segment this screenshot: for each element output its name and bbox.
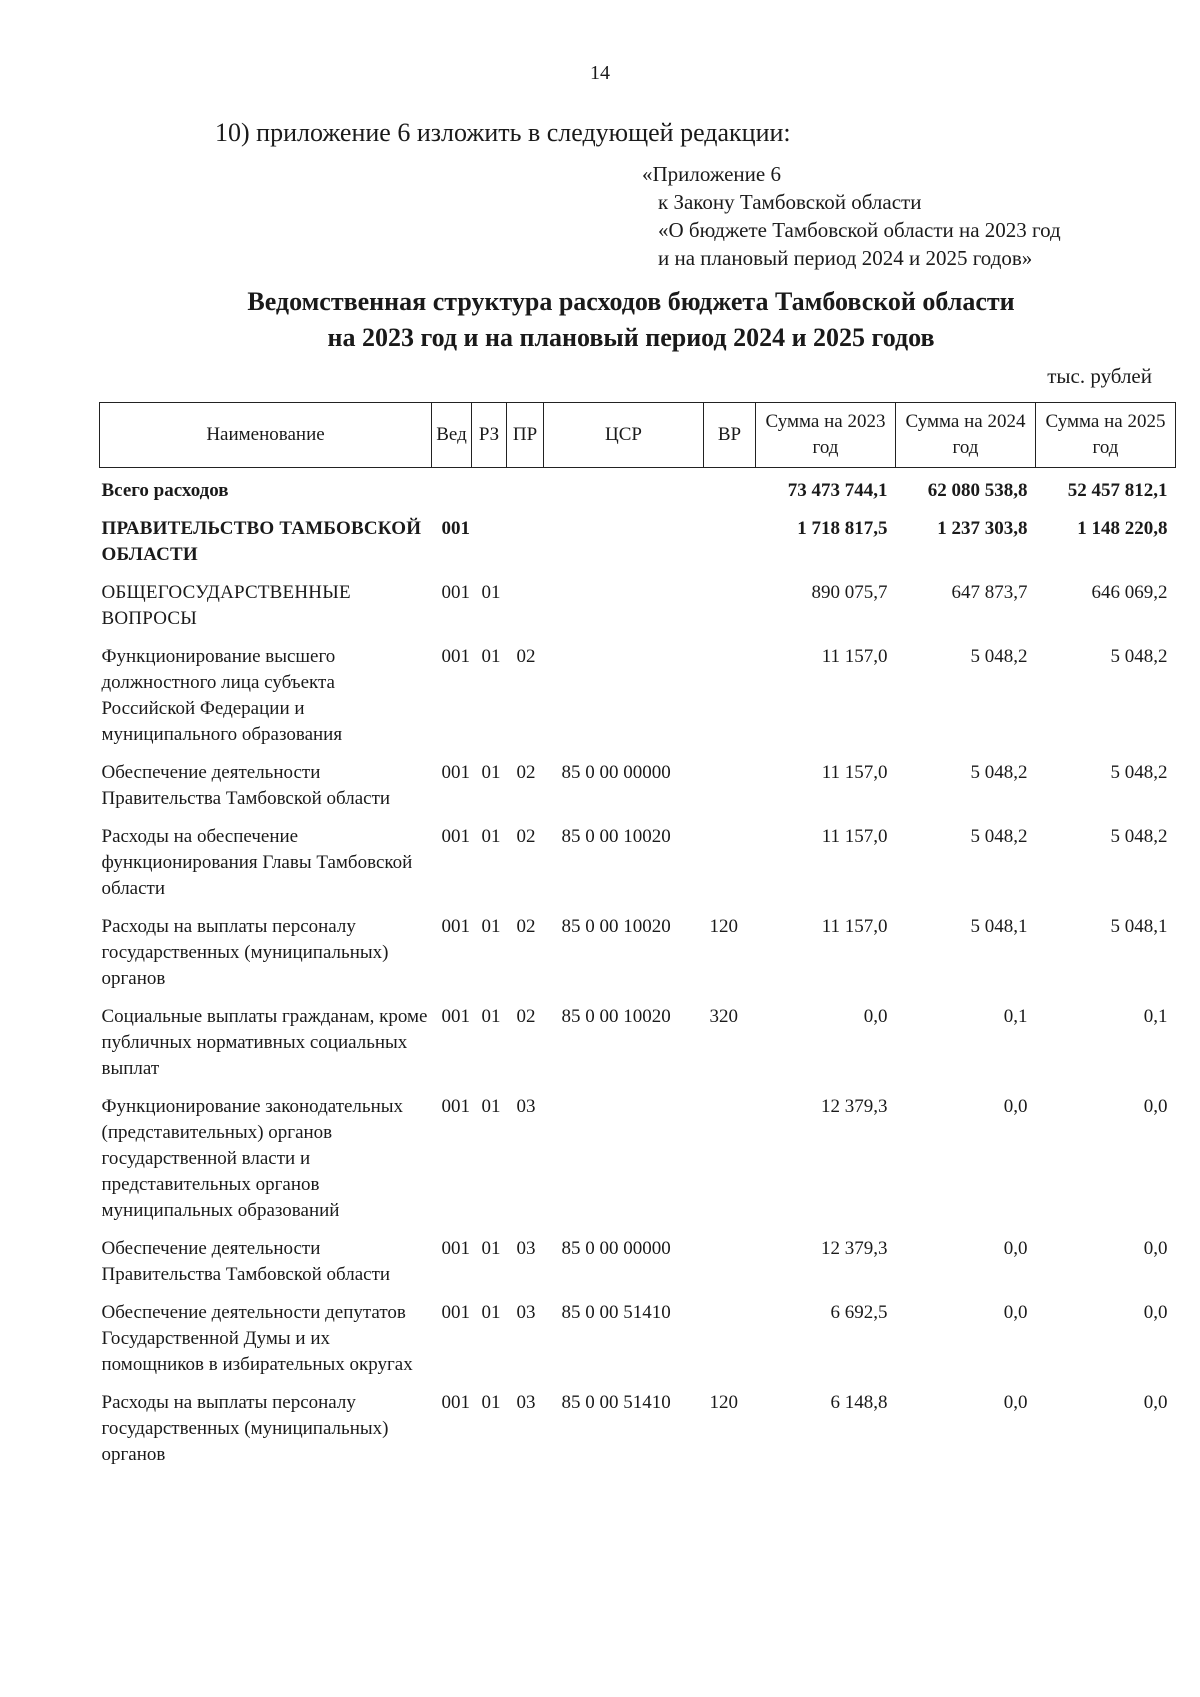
row-ved: 001 (441, 826, 470, 847)
row-ved (432, 468, 472, 511)
header-name: Наименование (100, 403, 432, 468)
row-vr (704, 574, 756, 638)
header-sum-2025: Сумма на 2025 год (1036, 403, 1176, 468)
row-sum-2024: 1 237 303,8 (937, 518, 1028, 539)
row-vr (704, 754, 756, 818)
row-csr: 85 0 00 51410 (561, 1302, 671, 1323)
row-sum-2025: 5 048,2 (1110, 826, 1168, 847)
row-sum-2024: 0,1 (1003, 1006, 1028, 1027)
row-pr: 02 (516, 826, 536, 847)
document-title-line-2: на 2023 год и на плановый период 2024 и 2025 годов (327, 323, 935, 352)
row-csr (544, 510, 704, 574)
row-pr: 03 (516, 1096, 536, 1117)
row-vr (704, 1294, 756, 1384)
table-row (100, 818, 1176, 908)
table-row (100, 998, 1176, 1088)
row-name: Расходы на выплаты персоналу государственных (муниципальных) органов (101, 1392, 389, 1465)
table-row-total (100, 468, 1176, 511)
appendix-line-2: к Закону Тамбовской области (658, 190, 922, 214)
row-name: ПРАВИТЕЛЬСТВО ТАМБОВСКОЙ ОБЛАСТИ (101, 518, 422, 565)
row-sum-2024: 62 080 538,8 (927, 480, 1028, 501)
row-pr: 03 (516, 1238, 536, 1259)
table-row (100, 638, 1176, 754)
page-number: 14 (590, 62, 610, 84)
row-sum-2024: 647 873,7 (951, 582, 1028, 603)
row-sum-2025: 0,0 (1143, 1238, 1168, 1259)
intro-text: 10) приложение 6 изложить в следующей редакции: (215, 118, 791, 147)
header-vr: ВР (704, 403, 756, 468)
row-ved: 001 (441, 916, 470, 937)
row-sum-2023: 6 148,8 (830, 1392, 888, 1413)
row-sum-2023: 11 157,0 (821, 826, 888, 847)
header-csr: ЦСР (544, 403, 704, 468)
row-sum-2024: 5 048,1 (970, 916, 1028, 937)
row-sum-2023: 12 379,3 (821, 1238, 888, 1259)
header-sum-2023: Сумма на 2023 год (756, 403, 896, 468)
row-name: Функционирование высшего должностного лица субъекта Российской Федерации и муниципального образования (101, 646, 343, 745)
row-vr: 120 (709, 916, 738, 937)
row-sum-2025: 5 048,2 (1110, 646, 1168, 667)
row-name: Обеспечение деятельности Правительства Тамбовской области (101, 1238, 391, 1285)
row-rz: 01 (481, 1006, 501, 1027)
table-row (100, 1384, 1176, 1474)
row-csr: 85 0 00 10020 (561, 916, 671, 937)
row-sum-2023: 12 379,3 (821, 1096, 888, 1117)
row-sum-2025: 0,0 (1143, 1392, 1168, 1413)
row-ved: 001 (441, 1096, 470, 1117)
row-ved: 001 (441, 1302, 470, 1323)
row-sum-2025: 0,1 (1143, 1006, 1168, 1027)
document-title (0, 284, 1200, 356)
row-sum-2023: 6 692,5 (830, 1302, 888, 1323)
row-sum-2023: 11 157,0 (821, 646, 888, 667)
row-rz (472, 468, 507, 511)
row-pr: 02 (516, 762, 536, 783)
row-sum-2024: 0,0 (1003, 1238, 1028, 1259)
table-row (100, 754, 1176, 818)
row-csr (544, 468, 704, 511)
row-ved: 001 (441, 646, 470, 667)
row-rz: 01 (481, 582, 501, 603)
row-rz: 01 (481, 1238, 501, 1259)
row-sum-2024: 0,0 (1003, 1302, 1028, 1323)
row-name: Расходы на обеспечение функционирования Главы Тамбовской области (101, 826, 413, 899)
row-csr (544, 1088, 704, 1230)
row-name: Социальные выплаты гражданам, кроме публичных нормативных социальных выплат (101, 1006, 428, 1079)
row-sum-2025: 5 048,1 (1110, 916, 1168, 937)
row-csr: 85 0 00 00000 (561, 762, 671, 783)
row-csr (544, 638, 704, 754)
row-sum-2024: 5 048,2 (970, 646, 1028, 667)
appendix-line-1: «Приложение 6 (642, 162, 781, 186)
row-vr (704, 1088, 756, 1230)
row-sum-2023: 1 718 817,5 (797, 518, 888, 539)
row-ved: 001 (441, 1238, 470, 1259)
appendix-line-3: «О бюджете Тамбовской области на 2023 год (658, 218, 1061, 242)
row-pr: 02 (516, 1006, 536, 1027)
row-vr (704, 1230, 756, 1294)
document-title-line-1: Ведомственная структура расходов бюджета Тамбовской области (247, 287, 1015, 316)
row-sum-2024: 0,0 (1003, 1392, 1028, 1413)
row-vr: 320 (709, 1006, 738, 1027)
row-sum-2023: 11 157,0 (821, 916, 888, 937)
row-sum-2024: 5 048,2 (970, 826, 1028, 847)
table-row (100, 908, 1176, 998)
row-sum-2025: 0,0 (1143, 1302, 1168, 1323)
row-csr (544, 574, 704, 638)
row-pr: 02 (516, 646, 536, 667)
header-ved: Вед (432, 403, 472, 468)
row-name: Обеспечение деятельности депутатов Государственной Думы и их помощников в избирательных округах (101, 1302, 413, 1375)
row-pr (507, 510, 544, 574)
row-ved: 001 (441, 582, 470, 603)
row-pr: 02 (516, 916, 536, 937)
row-sum-2024: 5 048,2 (970, 762, 1028, 783)
row-name: Обеспечение деятельности Правительства Тамбовской области (101, 762, 391, 809)
row-pr (507, 468, 544, 511)
row-csr: 85 0 00 10020 (561, 826, 671, 847)
row-ved: 001 (441, 762, 470, 783)
row-csr: 85 0 00 51410 (561, 1392, 671, 1413)
budget-table (99, 402, 1176, 1474)
row-sum-2023: 890 075,7 (811, 582, 888, 603)
header-sum-2024: Сумма на 2024 год (896, 403, 1036, 468)
row-rz (472, 510, 507, 574)
row-name: Функционирование законодательных (представительных) органов государственной власти и представительных органов муниципальных образований (101, 1096, 404, 1221)
appendix-line-4: и на плановый период 2024 и 2025 годов» (658, 246, 1033, 270)
row-ved: 001 (441, 518, 470, 539)
row-name: ОБЩЕГОСУДАРСТВЕННЫЕ ВОПРОСЫ (101, 582, 351, 629)
table-row (100, 1294, 1176, 1384)
table-row (100, 1230, 1176, 1294)
row-vr: 120 (709, 1392, 738, 1413)
row-sum-2025: 5 048,2 (1110, 762, 1168, 783)
table-row (100, 574, 1176, 638)
row-sum-2023: 11 157,0 (821, 762, 888, 783)
row-rz: 01 (481, 762, 501, 783)
row-rz: 01 (481, 1302, 501, 1323)
appendix-reference (642, 160, 1061, 272)
row-pr (507, 574, 544, 638)
row-sum-2025: 52 457 812,1 (1067, 480, 1168, 501)
row-ved: 001 (441, 1392, 470, 1413)
header-pr: ПР (507, 403, 544, 468)
row-vr (704, 468, 756, 511)
row-sum-2025: 646 069,2 (1091, 582, 1168, 603)
table-row (100, 1088, 1176, 1230)
row-csr: 85 0 00 00000 (561, 1238, 671, 1259)
row-name: Расходы на выплаты персоналу государственных (муниципальных) органов (101, 916, 389, 989)
row-ved: 001 (441, 1006, 470, 1027)
row-sum-2025: 1 148 220,8 (1077, 518, 1168, 539)
table-header-row (100, 403, 1176, 468)
row-vr (704, 638, 756, 754)
row-rz: 01 (481, 1392, 501, 1413)
row-vr (704, 510, 756, 574)
table-row (100, 510, 1176, 574)
row-sum-2024: 0,0 (1003, 1096, 1028, 1117)
header-rz: РЗ (472, 403, 507, 468)
row-rz: 01 (481, 646, 501, 667)
row-sum-2023: 73 473 744,1 (787, 480, 888, 501)
row-sum-2025: 0,0 (1143, 1096, 1168, 1117)
row-pr: 03 (516, 1302, 536, 1323)
row-sum-2023: 0,0 (863, 1006, 888, 1027)
row-vr (704, 818, 756, 908)
row-rz: 01 (481, 826, 501, 847)
row-rz: 01 (481, 1096, 501, 1117)
row-rz: 01 (481, 916, 501, 937)
row-pr: 03 (516, 1392, 536, 1413)
row-csr: 85 0 00 10020 (561, 1006, 671, 1027)
row-name: Всего расходов (101, 480, 229, 501)
units-label: тыс. рублей (1047, 364, 1152, 388)
